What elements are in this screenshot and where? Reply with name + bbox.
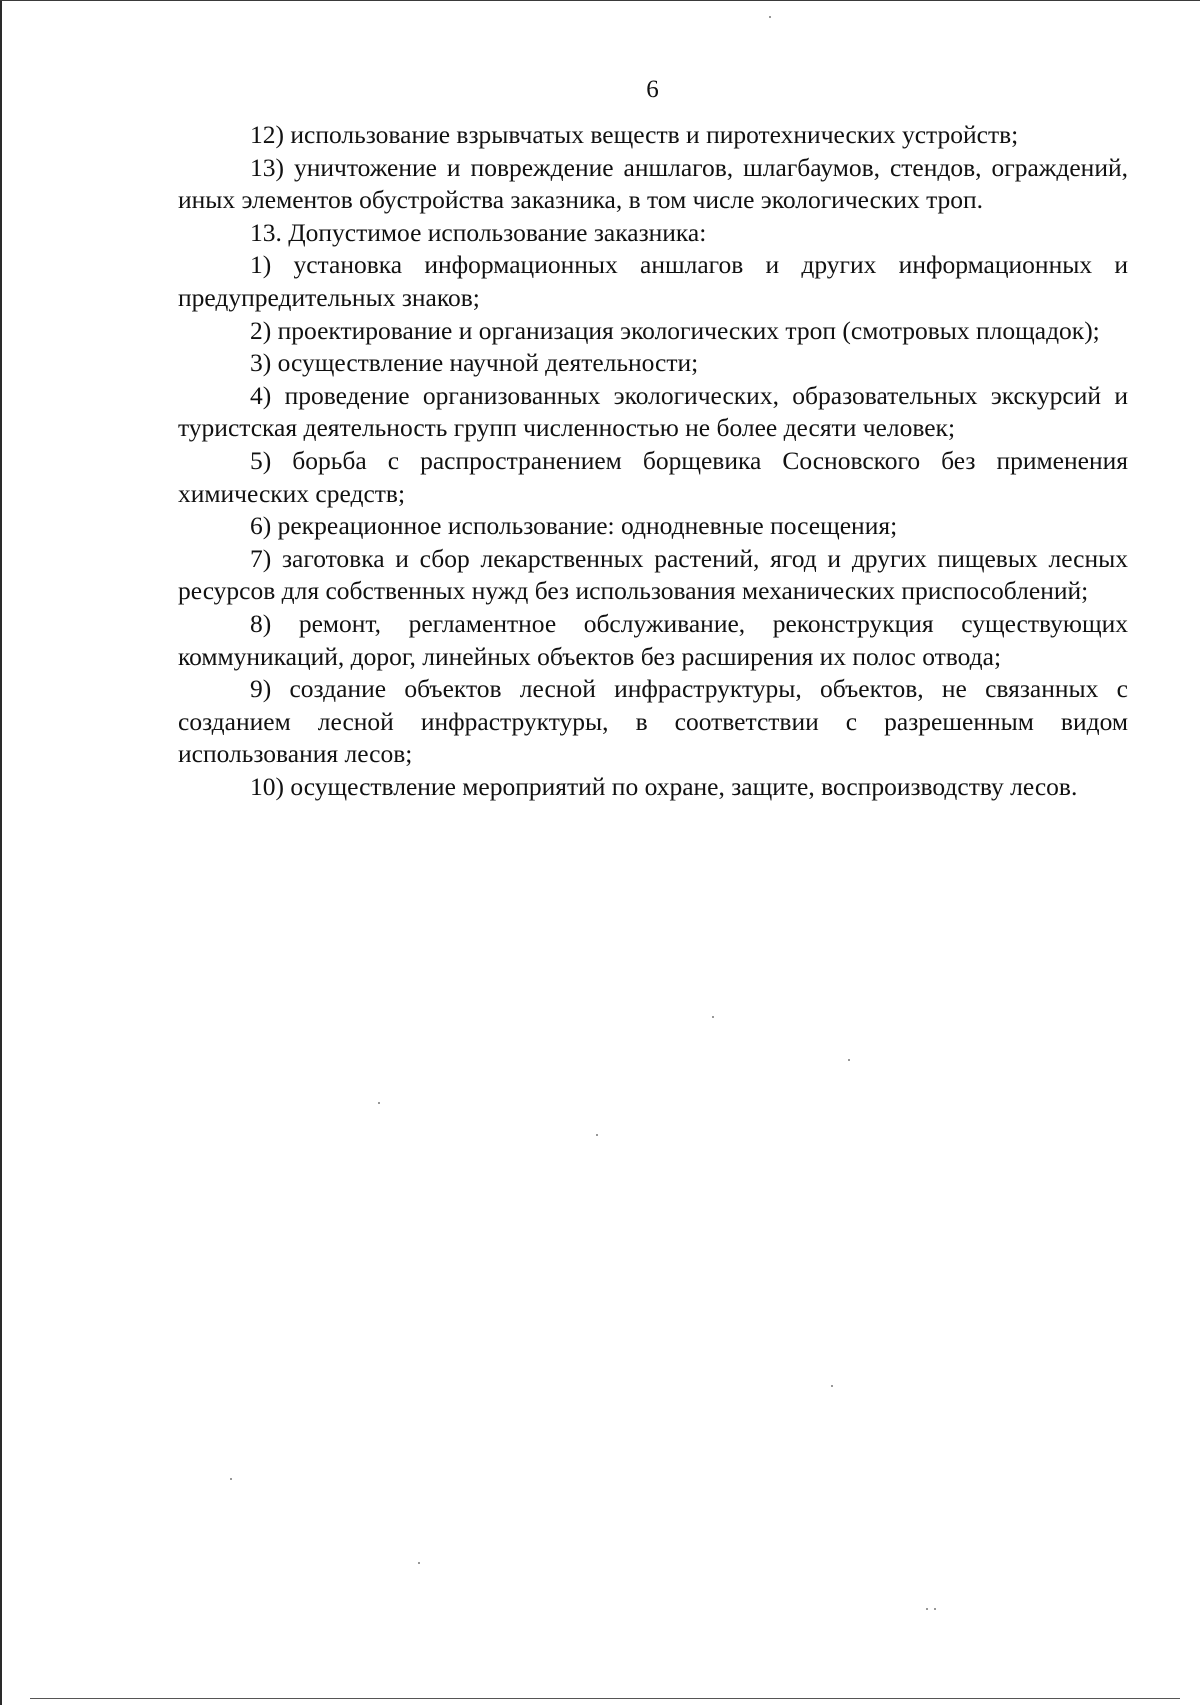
paragraph-item-3: 3) осуществление научной деятельности; — [250, 348, 699, 378]
document-body — [178, 119, 1128, 803]
scan-speck — [596, 1134, 598, 1136]
paragraph-item-8: 8) ремонт, регламентное обслуживание, реконструкция существующих коммуникаций, дорог, линейных объектов без расширения их полос отвода; — [178, 608, 1128, 671]
scan-speck — [378, 1102, 380, 1104]
paragraph-item-2: 2) проектирование и организация экологических троп (смотровых площадок); — [250, 315, 1100, 345]
paragraph-item-4: 4) проведение организованных экологических, образовательных экскурсий и туристская деятельность групп численностью не более десяти человек; — [178, 380, 1128, 443]
scan-speck — [418, 1562, 420, 1564]
scan-border-left — [0, 0, 2, 1705]
scan-speck — [230, 1478, 232, 1480]
scan-speck — [926, 1608, 928, 1610]
scan-border-bottom — [30, 1698, 1180, 1699]
scan-border-top — [0, 0, 1200, 1]
section-heading-13: 13. Допустимое использование заказника: — [250, 217, 707, 247]
page-number: 6 — [646, 76, 659, 103]
paragraph-item-13: 13) уничтожение и повреждение аншлагов, шлагбаумов, стендов, ограждений, иных элементов обустройства заказника, в том числе экологических троп. — [178, 152, 1128, 215]
paragraph-item-10: 10) осуществление мероприятий по охране, защите, воспроизводству лесов. — [250, 771, 1078, 801]
paragraph-item-7: 7) заготовка и сбор лекарственных растений, ягод и других пищевых лесных ресурсов для собственных нужд без использования механических приспособлений; — [178, 543, 1128, 606]
scan-speck — [848, 1059, 850, 1061]
paragraph-item-9: 9) создание объектов лесной инфраструктуры, объектов, не связанных с созданием лесной инфраструктуры, в соответствии с разрешенным видом использования лесов; — [178, 674, 1128, 769]
scan-speck — [934, 1608, 936, 1610]
paragraph-item-6: 6) рекреационное использование: однодневные посещения; — [250, 511, 898, 541]
paragraph-item-5: 5) борьба с распространением борщевика Сосновского без применения химических средств; — [178, 445, 1128, 508]
paragraph-item-12: 12) использование взрывчатых веществ и пиротехнических устройств; — [250, 120, 1019, 149]
scan-speck — [712, 1016, 714, 1018]
scan-speck — [831, 1385, 833, 1387]
scan-speck — [769, 16, 771, 18]
paragraph-item-1: 1) установка информационных аншлагов и других информационных и предупредительных знаков; — [178, 250, 1128, 312]
